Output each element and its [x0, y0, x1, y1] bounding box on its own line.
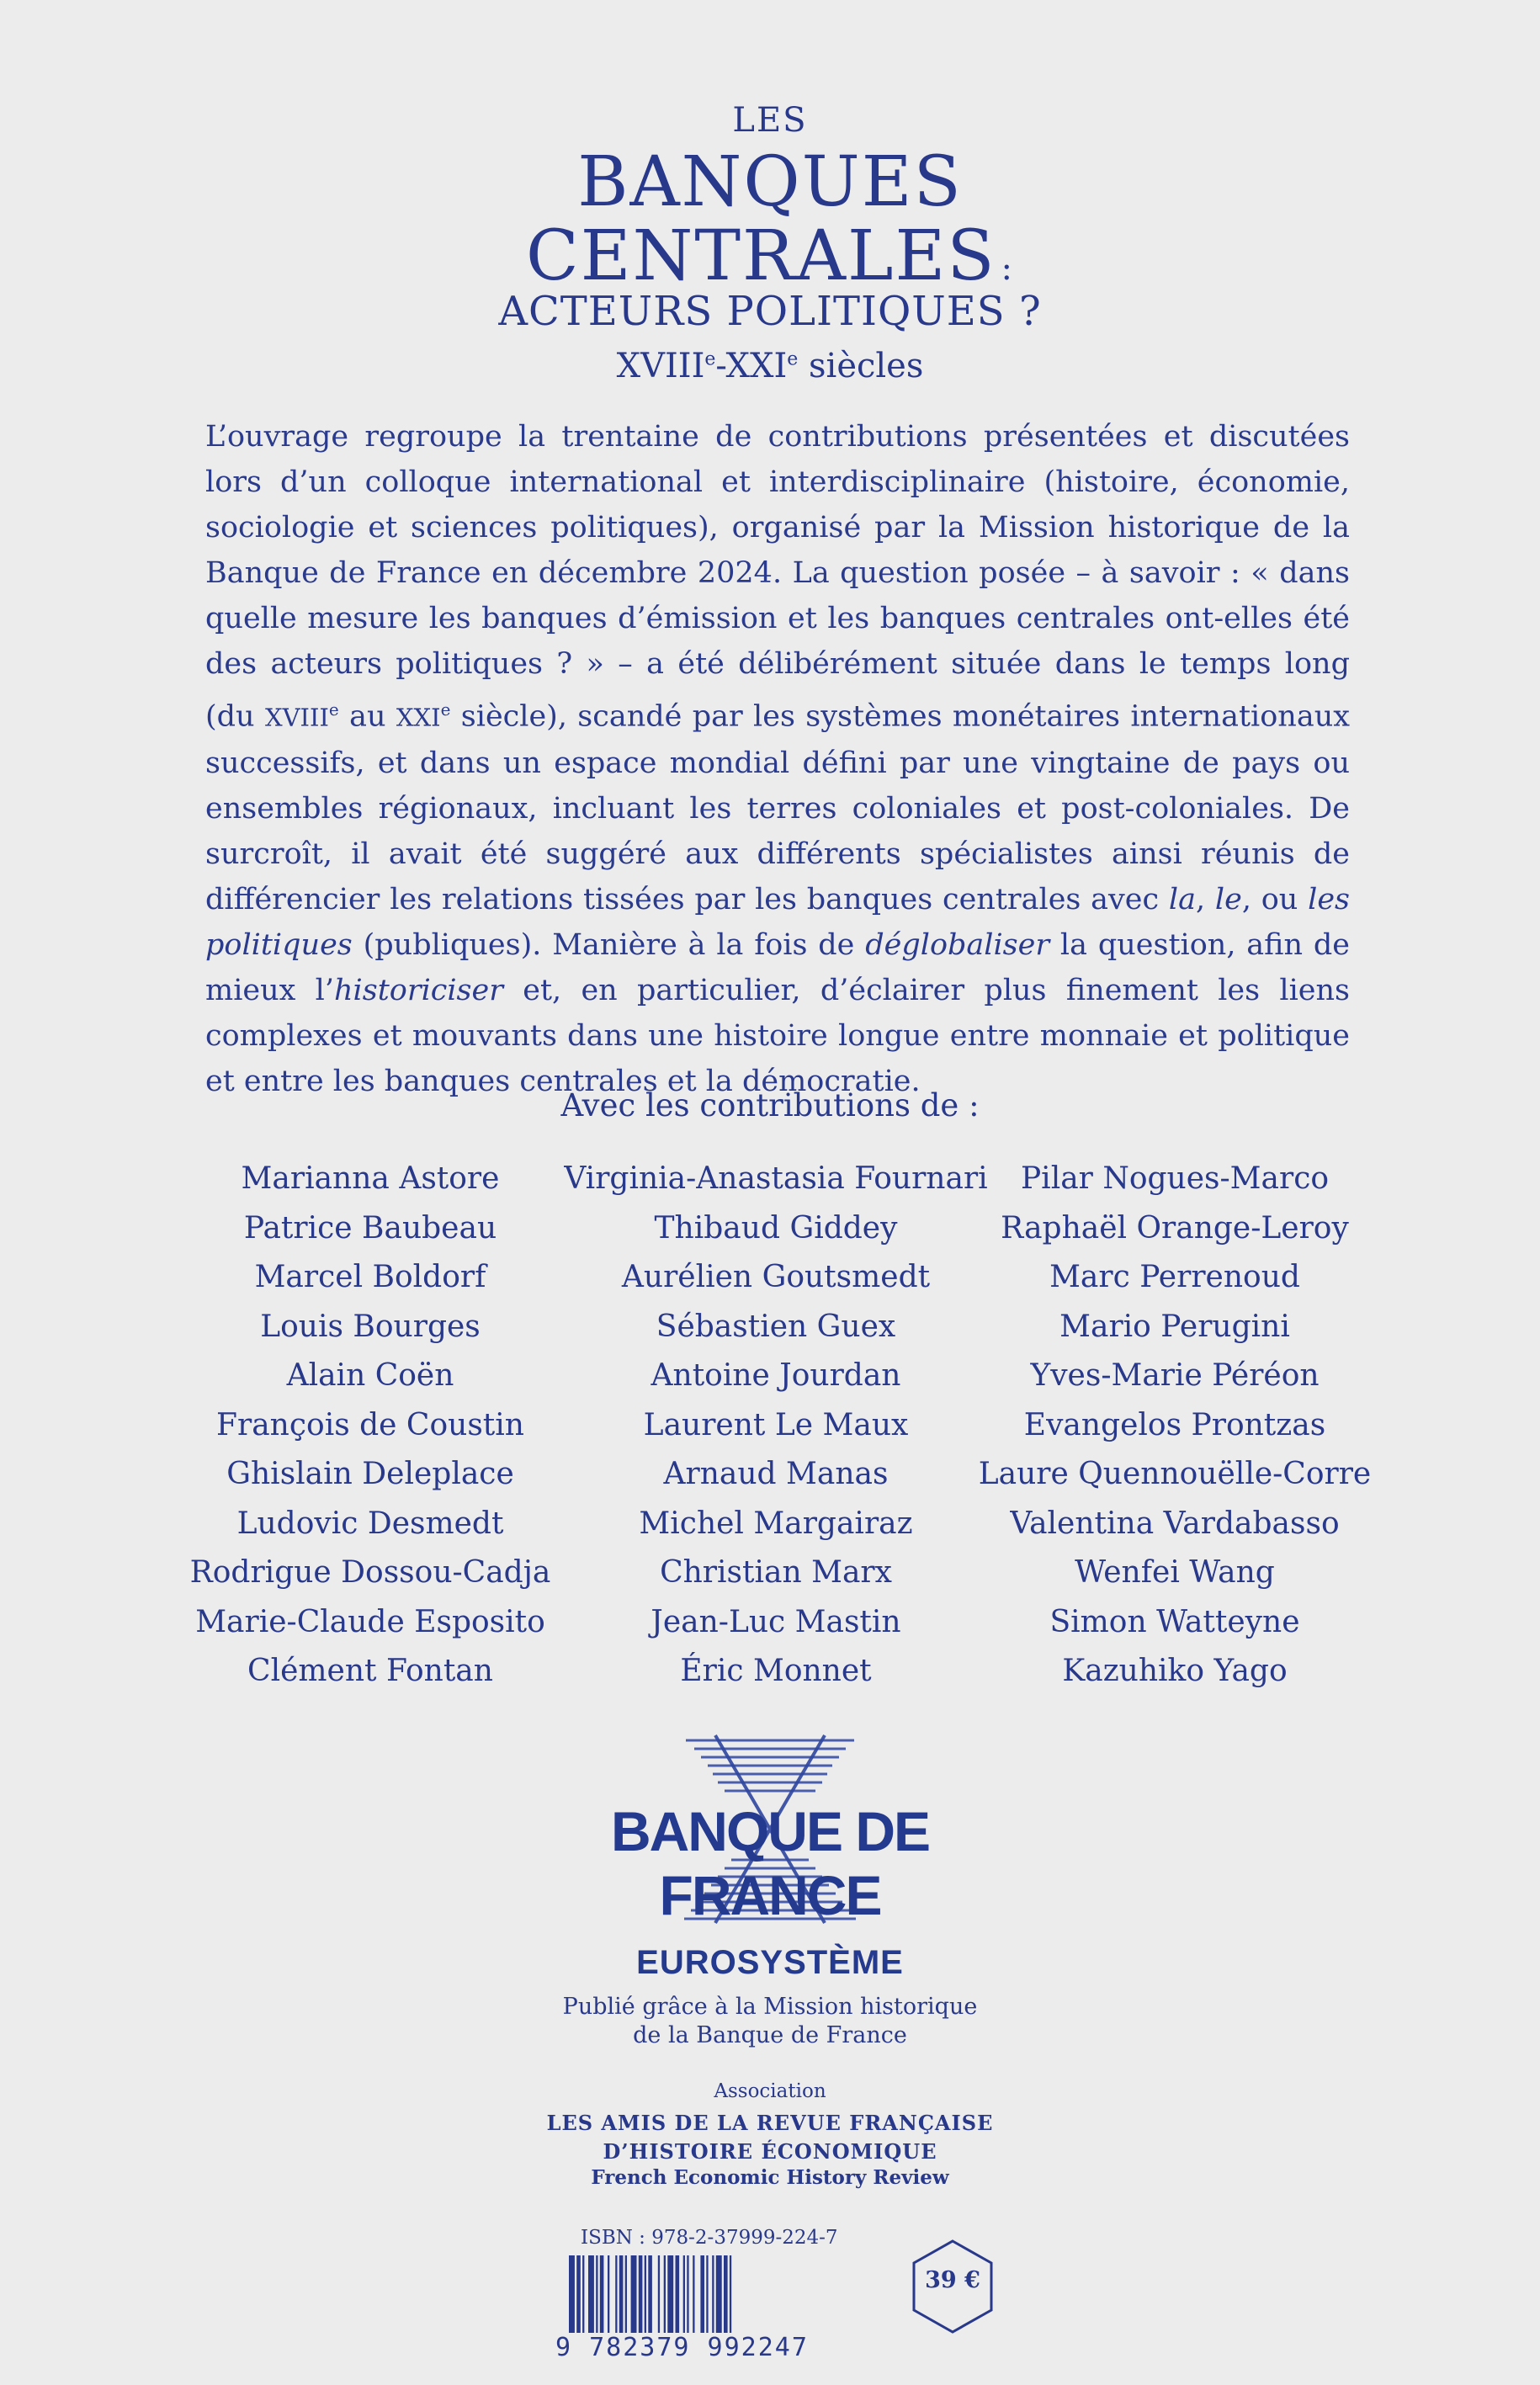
isbn-label: ISBN : 978-2-37999-224-7 — [581, 2227, 838, 2249]
publisher-line-1: Publié grâce à la Mission historique — [562, 1994, 978, 2020]
contributors-column-3 — [939, 1155, 1410, 1697]
contributor-name: Virginia-Anastasia Fournari — [564, 1161, 988, 1196]
association-name-line-2: D’HISTOIRE ÉCONOMIQUE — [603, 2139, 937, 2164]
title-centrales-text: CENTRALES — [526, 216, 996, 296]
contributor-name: Michel Margairaz — [639, 1506, 913, 1541]
contributor-name: François de Coustin — [216, 1407, 524, 1442]
century-sup-1: e — [704, 348, 716, 370]
summary-i1: la — [1168, 882, 1196, 916]
title-les: LES — [732, 101, 808, 140]
contributor-name: Marcel Boldorf — [254, 1260, 486, 1294]
contributors-column-1 — [135, 1155, 606, 1697]
summary-s1: L’ouvrage regroupe la trentaine de contributions présentées et discutées lors d’un colloque international et interdisciplinaire (histoire, économie, sociologie et sciences politiques), organisé par la Mission historique de la Banque de France en décembre 2024. La question posée – à savoir : « dans quelle mesure les banques d’émission et les banques centrales ont-elles été des acteurs politiques ? » – a été délibérément située dans le temps long (du — [205, 420, 1350, 734]
logo-name: BANQUE DE FRANCE — [610, 1800, 930, 1926]
summary-s2: au — [338, 699, 396, 734]
title-colon: : — [1001, 249, 1014, 288]
contributor-name: Kazuhiko Yago — [1062, 1654, 1288, 1688]
price-label: 39 € — [925, 2267, 980, 2293]
contributor-name: Raphaël Orange-Leroy — [1001, 1210, 1349, 1246]
contributor-name: Ludovic Desmedt — [236, 1506, 504, 1541]
contributor-name: Pilar Nogues-Marco — [1020, 1161, 1330, 1196]
association-name-line-1: LES AMIS DE LA REVUE FRANÇAISE — [546, 2111, 994, 2135]
contributor-name: Alain Coën — [286, 1358, 454, 1393]
summary-c2sup: e — [440, 699, 451, 720]
contributor-name: Rodrigue Dossou-Cadja — [189, 1555, 551, 1590]
title-banques: BANQUES — [577, 142, 963, 222]
summary-i2: le — [1214, 882, 1242, 916]
summary-s6: (publiques). Manière à la fois de — [352, 927, 866, 962]
publisher-line-2: de la Banque de France — [633, 2022, 907, 2048]
contributor-name: Simon Watteyne — [1049, 1604, 1300, 1639]
contributor-name: Louis Bourges — [260, 1309, 481, 1344]
contributor-name: Patrice Baubeau — [243, 1210, 497, 1246]
summary-i4: déglobaliser — [865, 927, 1050, 962]
contributor-name: Aurélien Goutsmedt — [621, 1260, 931, 1294]
contributor-name: Laurent Le Maux — [643, 1407, 909, 1442]
century-end: siècles — [798, 347, 924, 385]
contributor-name: Christian Marx — [660, 1555, 892, 1590]
summary-paragraph — [205, 414, 1350, 1104]
association-label: Association — [714, 2080, 826, 2102]
summary-s8: et, en particulier, d’éclairer plus finement les liens complexes et mouvants dans une histoire longue entre monnaie et politique et entre les banques centrales et la démocratie. — [205, 973, 1350, 1098]
contributor-name: Sébastien Guex — [656, 1309, 896, 1344]
barcode-number: 9 782379 992247 — [555, 2333, 809, 2362]
contributor-name: Mario Perugini — [1059, 1309, 1290, 1344]
contributor-name: Thibaud Giddey — [654, 1210, 898, 1246]
contributions-title: Avec les contributions de : — [560, 1087, 980, 1123]
summary-s7: la question, afin de mieux l’ — [205, 927, 1350, 1007]
banque-de-france-logo — [518, 1734, 1022, 1936]
contributor-name: Clément Fontan — [247, 1654, 493, 1688]
contributor-name: Marianna Astore — [241, 1161, 500, 1196]
summary-c1sup: e — [328, 699, 339, 720]
contributor-name: Marc Perrenoud — [1049, 1260, 1300, 1294]
contributor-name: Éric Monnet — [680, 1654, 872, 1688]
summary-c1: XVIII — [264, 703, 329, 732]
eurosysteme-label: EUROSYSTÈME — [636, 1944, 904, 1981]
contributor-name: Evangelos Prontzas — [1023, 1407, 1326, 1442]
publisher-note — [0, 1993, 1540, 2050]
contributor-name: Arnaud Manas — [663, 1457, 889, 1491]
contributor-name: Laure Quennouëlle-Corre — [978, 1457, 1372, 1491]
summary-c2: XXI — [396, 703, 441, 732]
century-sup-2: e — [787, 348, 799, 370]
summary-s4: , — [1195, 882, 1215, 916]
summary-s3: siècle), scandé par les systèmes monétaires internationaux successifs, et dans un espace mondial défini par une vingtaine de pays ou ensembles régionaux, incluant les terres coloniales et post-coloniales. De surcroît, il avait été suggéré aux différents spécialistes ainsi réunis de différencier les relations tissées par les banques centrales avec — [205, 699, 1350, 916]
association-name — [0, 2109, 1540, 2166]
contributor-name: Ghislain Deleplace — [226, 1457, 514, 1491]
barcode-icon — [569, 2255, 855, 2333]
contributor-name: Yves-Marie Péréon — [1030, 1358, 1320, 1393]
contributor-name: Antoine Jourdan — [651, 1358, 901, 1393]
association-english-name: French Economic History Review — [591, 2166, 949, 2189]
contributor-name: Wenfei Wang — [1075, 1555, 1275, 1590]
contributor-name: Jean-Luc Mastin — [651, 1604, 901, 1639]
title-centuries — [0, 347, 1540, 385]
contributor-name: Marie-Claude Esposito — [195, 1604, 545, 1639]
summary-s5: , ou — [1241, 882, 1309, 916]
summary-i3: les politiques — [205, 882, 1350, 962]
summary-i5: historiciser — [334, 973, 503, 1007]
title-subtitle: ACTEURS POLITIQUES ? — [498, 288, 1042, 335]
century-mid: -XXI — [715, 347, 788, 385]
century-start: XVIII — [616, 347, 705, 385]
contributor-name: Valentina Vardabasso — [1010, 1506, 1340, 1541]
